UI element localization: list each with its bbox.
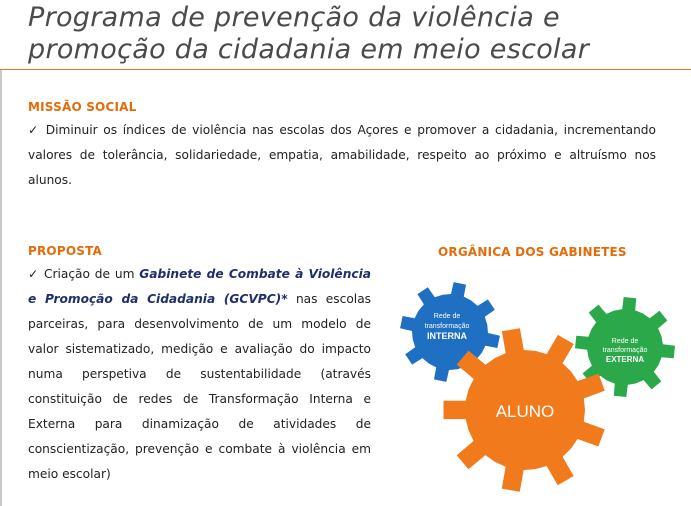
gear-aluno-label: ALUNO: [495, 402, 555, 421]
proposta-text: [28, 262, 371, 487]
missao-text: ✓ Diminuir os índices de violência nas escolas dos Açores e promover a cidadania, incrementando valores de tolerância, solidariedade, empatia, amabilidade, respeito ao próximo e altruísmo nos alunos.: [28, 123, 656, 187]
gcvpc-highlight: Gabinete de Combate à Violência e Promoção da Cidadania (GCVPC)*: [28, 267, 371, 306]
gear-interna-line3: INTERNA: [427, 331, 467, 341]
gear-externa-line3: EXTERNA: [605, 355, 645, 364]
gear-externa-line1: Rede de: [611, 338, 639, 345]
title-line-2: promoção da cidadania em meio escolar: [28, 34, 590, 65]
gear-interna-line1: Rede de: [433, 313, 461, 320]
page-title: [28, 2, 668, 66]
missao-heading: MISSÃO SOCIAL: [28, 100, 137, 114]
proposta-text-post: nas escolas parceiras, para desenvolvimento de um modelo de valor sistematizado, medição e avaliação do impacto numa perspetiva de sustentabilidade (através constituição de redes de Transformação Interna e Externa para dinamização de atividades de conscientização, prevenção e combate à violência em meio escolar): [28, 292, 372, 481]
gear-interna-line2: transformação: [424, 323, 470, 330]
title-line-1: Programa de prevenção da violência e: [28, 2, 560, 33]
gears-diagram: [395, 275, 691, 506]
gear-externa-line2: transformação: [602, 347, 648, 354]
gear-aluno: [444, 328, 605, 492]
organica-heading: ORGÂNICA DOS GABINETES: [438, 245, 627, 259]
proposta-heading: PROPOSTA: [28, 244, 103, 258]
title-divider: [0, 69, 691, 70]
left-border: [0, 70, 2, 506]
proposta-text-pre: ✓ Criação de um: [28, 267, 140, 281]
